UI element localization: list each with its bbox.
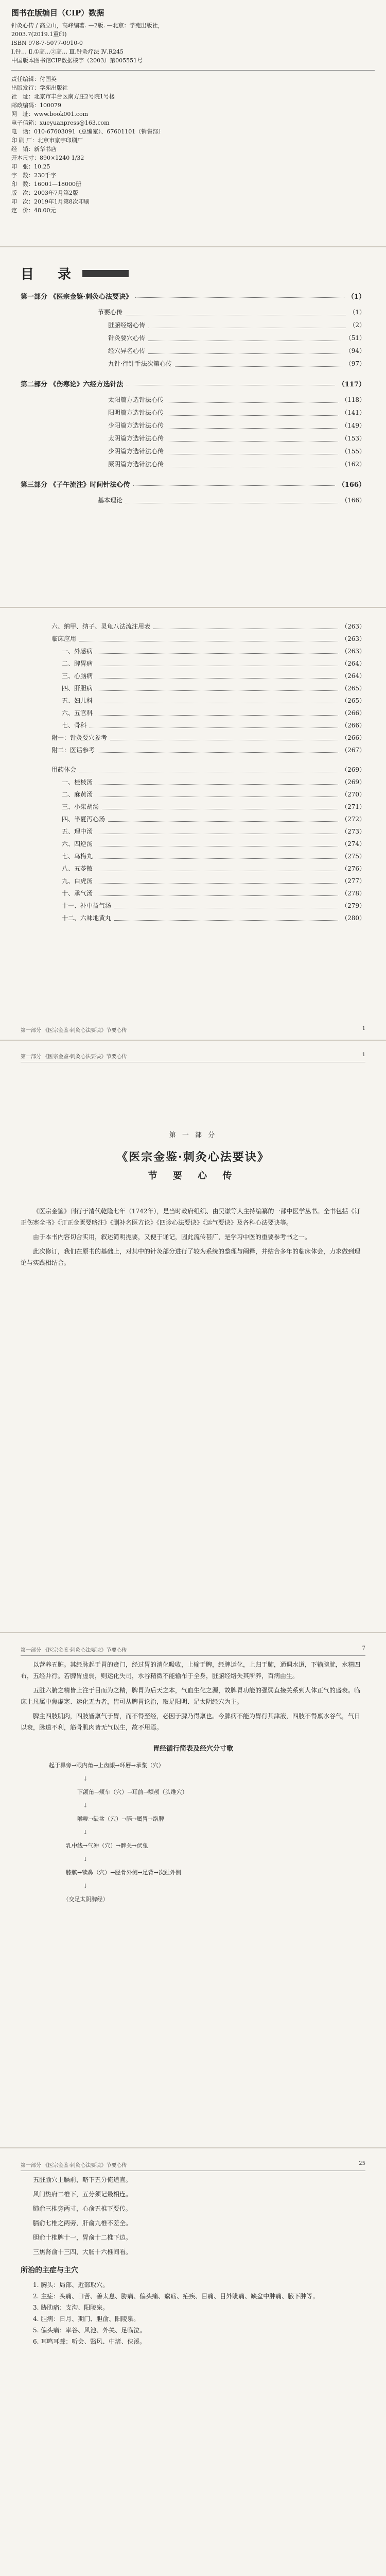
toc-page-number: （272） bbox=[341, 816, 365, 823]
dot-leader bbox=[167, 445, 338, 454]
toc-entry bbox=[62, 912, 365, 924]
toc-part-title: 第二部分 《伤寒论》六经方选针法 bbox=[21, 381, 124, 388]
diagram-line: ↓ bbox=[49, 1802, 88, 1809]
meta-line: 社 址：北京市丰台区南方庄2号院1号楼 bbox=[11, 93, 115, 100]
toc-page-number: （264） bbox=[341, 660, 365, 667]
header-left: 第一部分 《医宗金鉴·刺灸心法要诀》节要心传 bbox=[21, 1648, 127, 1653]
toc-entry-title: 用药体会 bbox=[51, 766, 77, 773]
toc-page-number: （264） bbox=[341, 672, 365, 680]
page-number: 25 bbox=[359, 2161, 365, 2166]
diagram-lines bbox=[49, 1759, 337, 1906]
toc-entry bbox=[108, 458, 365, 471]
toc-page bbox=[0, 247, 386, 608]
toc-page-number: （162） bbox=[341, 461, 365, 468]
toc-page-number: （280） bbox=[341, 914, 365, 922]
toc-list bbox=[21, 291, 365, 507]
toc-entry-title: 七、骨科 bbox=[62, 722, 87, 729]
toc-part-title: 第一部分 《医宗金鉴·刺灸心法要诀》 bbox=[21, 293, 133, 301]
toc-entry-title: 一、桂枝汤 bbox=[62, 778, 93, 786]
toc-entry-title: 临床应用 bbox=[51, 635, 77, 642]
toc-entry bbox=[62, 900, 365, 912]
toc-entry-title: 太阴篇方选针法心传 bbox=[108, 435, 164, 442]
toc-part bbox=[21, 291, 365, 301]
toc-page-number: （265） bbox=[341, 685, 365, 692]
dot-leader bbox=[110, 732, 338, 740]
toc-entry bbox=[51, 744, 365, 756]
part-one-page bbox=[0, 1041, 386, 1633]
meta-line: 印 张：10.25 bbox=[11, 163, 50, 170]
toc-entry bbox=[62, 875, 365, 887]
toc-entry bbox=[62, 801, 365, 813]
meta-line: 印 次：2019年1月第8次印刷 bbox=[11, 198, 90, 205]
section-title: 所治的主症与主穴 bbox=[21, 2266, 78, 2275]
diagram-line: 下颌角→颊车（穴）→耳前→额颅（头维穴） bbox=[49, 1789, 188, 1795]
toc-entry bbox=[98, 494, 365, 507]
toc-page-number: （166） bbox=[341, 497, 365, 504]
list-item: 3. 胁肋痛：支沟、阳陵泉。 bbox=[33, 2304, 109, 2311]
toc-entry-title: 六、四逆汤 bbox=[62, 840, 93, 848]
toc-entry bbox=[62, 670, 365, 682]
list-item: 1. 胸头：局部、近部取穴。 bbox=[33, 2281, 109, 2289]
diagram-line: 起于鼻旁→眼内角→上齿龈→环唇→承浆（穴） bbox=[49, 1762, 164, 1769]
dot-leader bbox=[167, 419, 338, 429]
toc-page-number: （149） bbox=[341, 422, 365, 429]
verse-line: 五脏腧穴上膈前，略下五分俺道直。 bbox=[33, 2176, 132, 2183]
toc-page-number: （275） bbox=[341, 853, 365, 860]
toc-entry bbox=[108, 358, 365, 370]
page-footer bbox=[21, 1026, 365, 1033]
meta-line: 定 价：48.00元 bbox=[11, 207, 56, 214]
toc-entry bbox=[51, 620, 365, 633]
dot-leader bbox=[167, 394, 338, 403]
toc-entry bbox=[62, 850, 365, 862]
toc-entry-title: 经穴异名心传 bbox=[108, 347, 146, 354]
toc-entry-title: 四、半夏泻心汤 bbox=[62, 816, 106, 823]
toc-entry-title: 十二、六味地黄丸 bbox=[62, 914, 112, 922]
page-number: 1 bbox=[362, 1052, 365, 1058]
toc-heading bbox=[21, 264, 365, 283]
dot-leader bbox=[102, 801, 338, 809]
meta-line: 责任编辑：付国英 bbox=[11, 76, 57, 82]
group-spacer bbox=[21, 756, 365, 764]
dot-leader bbox=[79, 764, 338, 772]
toc-entry bbox=[108, 406, 365, 419]
toc-part bbox=[21, 379, 365, 388]
dot-leader bbox=[96, 825, 338, 834]
cip-title: 图书在版编目（CIP）数据 bbox=[11, 8, 104, 18]
toc-entry bbox=[62, 887, 365, 900]
toc-page-number: （1） bbox=[347, 293, 365, 301]
dot-leader bbox=[167, 458, 338, 467]
verse-line: 三焦肾俞十三四，大肠十六椎间看。 bbox=[33, 2248, 132, 2256]
verse-line: 肺俞三椎旁两寸，心俞五椎下要传。 bbox=[33, 2205, 132, 2212]
meta-line: 经 销：新华书店 bbox=[11, 146, 57, 152]
cip-line: 2003.7(2019.1重印) bbox=[11, 31, 67, 38]
toc-page-number: （274） bbox=[341, 840, 365, 848]
toc-page-number: （266） bbox=[341, 722, 365, 729]
toc-entry-title: 三、心脑病 bbox=[62, 672, 93, 680]
dot-leader bbox=[96, 645, 338, 654]
diagram-title: 胃经循行简表及经穴分寸歌 bbox=[152, 1745, 233, 1753]
toc-entry-title: 六、纳甲、纳子、灵龟八法流注用表 bbox=[51, 623, 151, 630]
dot-leader bbox=[108, 813, 338, 822]
toc-page-number: （94） bbox=[345, 347, 365, 354]
dot-leader bbox=[96, 707, 338, 716]
header-left: 第一部分 《医宗金鉴·刺灸心法要诀》节要心传 bbox=[21, 2163, 127, 2168]
meta-line: 印 数：16001—18000册 bbox=[11, 181, 81, 188]
meridian-diagram bbox=[49, 1742, 337, 1906]
toc-entry-title: 八、五苓散 bbox=[62, 865, 93, 872]
dot-leader bbox=[114, 912, 338, 921]
toc-page-number: （97） bbox=[345, 360, 365, 367]
toc-entry bbox=[62, 694, 365, 707]
dot-leader bbox=[96, 887, 338, 896]
diagram-line: ↓ bbox=[49, 1883, 88, 1889]
toc-entry bbox=[62, 813, 365, 825]
toc-entry bbox=[62, 776, 365, 788]
dot-leader bbox=[96, 862, 338, 871]
cip-line: 中国版本图书馆CIP数据核字（2003）第005551号 bbox=[11, 57, 143, 64]
toc-entry-title: 九针·行针手法次第心传 bbox=[108, 360, 172, 367]
toc-page-number: （263） bbox=[341, 648, 365, 655]
toc-entry-title: 七、乌梅丸 bbox=[62, 853, 93, 860]
paragraph: 此次修订，我们在原书的基础上，对其中的针灸部分进行了较为系统的整理与阐释，并结合多年的临床体会，力求做到理论与实践相结合。 bbox=[21, 1248, 361, 1266]
toc-page-number: （276） bbox=[341, 865, 365, 872]
meta-line: 字 数：230千字 bbox=[11, 172, 56, 179]
toc-entry bbox=[62, 657, 365, 670]
body-page-2 bbox=[0, 2148, 386, 2576]
toc-page-number: （267） bbox=[341, 747, 365, 754]
toc-entry-title: 五、妇儿科 bbox=[62, 697, 93, 704]
dot-leader bbox=[126, 306, 346, 315]
toc-entry-title: 附一：针灸要穴参考 bbox=[51, 734, 108, 741]
part-label: 第 一 部 分 bbox=[169, 1131, 217, 1139]
toc-page-number: （166） bbox=[338, 481, 365, 489]
paragraph: 《医宗金鉴》刊行于清代乾隆七年（1742年），是当时政府组织、由吴谦等人主持编纂的一部中医学丛书。全书包括《订正伤寒全书》《订正金匮要略注》《删补名医方论》《四诊心法要诀》《运气要诀》及各科心法要诀等。 bbox=[21, 1208, 361, 1226]
body-page bbox=[0, 1633, 386, 2148]
page-header bbox=[21, 1646, 365, 1656]
toc-entry bbox=[98, 306, 365, 319]
toc-page-number: （266） bbox=[341, 709, 365, 717]
dot-leader bbox=[96, 850, 338, 859]
list-item: 4. 胆病：日月、期门、胆俞、阳陵泉。 bbox=[33, 2315, 140, 2323]
dot-leader bbox=[96, 788, 338, 797]
meta-line: 电 话：010-67603091（总编室）、67601101（销售部） bbox=[11, 128, 164, 135]
verse-line: 膈俞七椎之两旁，肝俞九椎不差全。 bbox=[33, 2219, 132, 2227]
toc-entry-title: 十一、补中益气汤 bbox=[62, 902, 112, 909]
toc-entry bbox=[62, 719, 365, 732]
toc-entry-title: 六、五官科 bbox=[62, 709, 93, 717]
toc-entry bbox=[51, 732, 365, 744]
toc-entry-title: 五、理中汤 bbox=[62, 828, 93, 835]
dot-leader bbox=[148, 332, 342, 341]
list-item: 5. 偏头痛：率谷、风池、外关、足临泣。 bbox=[33, 2327, 146, 2334]
toc-entry bbox=[108, 319, 365, 332]
verse-lines bbox=[21, 2174, 365, 2258]
diagram-line: ↓ bbox=[49, 1856, 88, 1862]
meta-line: 网 址：www.book001.com bbox=[11, 111, 89, 117]
toc-page-number: （51） bbox=[345, 334, 365, 342]
cip-page bbox=[0, 0, 386, 247]
page-number: 7 bbox=[362, 1646, 365, 1651]
meta-line: 电子信箱：xueyuanpress@163.com bbox=[11, 120, 110, 126]
verse-line: 风门热府二椎下，五分须记最相连。 bbox=[33, 2191, 132, 2198]
toc-page-number: （273） bbox=[341, 828, 365, 835]
dot-leader bbox=[175, 358, 342, 367]
toc-page-number: （118） bbox=[341, 396, 365, 403]
toc-page-number: （1） bbox=[349, 309, 365, 316]
toc-entry-title: 少阳篇方选针法心传 bbox=[108, 422, 164, 429]
dot-leader bbox=[96, 875, 338, 884]
meta-line: 印 刷 厂：北京市京宇印刷厂 bbox=[11, 137, 83, 144]
dot-leader bbox=[167, 432, 338, 442]
list-item: 6. 耳鸣耳聋：听会、翳风、中渚、侠溪。 bbox=[33, 2338, 146, 2345]
heading-bar-decoration bbox=[82, 270, 129, 277]
dot-leader bbox=[96, 670, 338, 679]
toc-heading-text: 目 录 bbox=[21, 267, 77, 282]
paragraph: 脾主四肢肌肉，四肢皆禀气于胃，而不得至经，必因于脾乃得禀也。今脾病不能为胃行其津液，四肢不得禀水谷气，气日以衰，脉道不利，筋骨肌肉皆无气以生，故不用焉。 bbox=[21, 1713, 361, 1731]
toc-page-number: （153） bbox=[341, 435, 365, 442]
dot-leader bbox=[126, 494, 338, 503]
toc-page-number: （269） bbox=[341, 778, 365, 786]
page-header bbox=[21, 1052, 365, 1062]
toc-entry-title: 三、小柴胡汤 bbox=[62, 803, 99, 810]
meta-line: 版 次：2003年7月第2版 bbox=[11, 190, 78, 196]
dot-leader bbox=[135, 291, 344, 298]
toc-page-number: （155） bbox=[341, 448, 365, 455]
dot-leader bbox=[148, 319, 346, 328]
dot-leader bbox=[153, 620, 338, 629]
diagram-line: 喉咙→缺盆（穴）→膈→属胃→络脾 bbox=[49, 1816, 164, 1822]
toc-part-title: 第三部分 《子午流注》时间针法心传 bbox=[21, 481, 130, 489]
publication-meta bbox=[11, 75, 375, 215]
toc-entry bbox=[62, 788, 365, 801]
toc-entry bbox=[62, 825, 365, 838]
toc-page-number: （265） bbox=[341, 697, 365, 704]
footer-left: 第一部分 《医宗金鉴·刺灸心法要诀》节要心传 bbox=[21, 1028, 127, 1033]
part-title: 《医宗金鉴·刺灸心法要诀》 bbox=[116, 1150, 270, 1164]
toc-entry-title: 节要心传 bbox=[98, 309, 123, 316]
toc-entry bbox=[62, 838, 365, 850]
divider bbox=[11, 70, 375, 71]
toc-entry-title: 太阳篇方选针法心传 bbox=[108, 396, 164, 403]
header-left: 第一部分 《医宗金鉴·刺灸心法要诀》节要心传 bbox=[21, 1054, 127, 1060]
dot-leader bbox=[114, 900, 338, 908]
toc-entry-title: 脏腑经络心传 bbox=[108, 321, 146, 329]
cip-line: Ⅰ.针… Ⅱ.①高…②高… Ⅲ.针灸疗法 Ⅳ.R245 bbox=[11, 48, 124, 55]
toc-page-number: （2） bbox=[349, 321, 365, 329]
toc-page-number: （271） bbox=[341, 803, 365, 810]
toc-entry-title: 九、白虎汤 bbox=[62, 877, 93, 885]
toc-page-number: （141） bbox=[341, 409, 365, 416]
toc-entry-title: 四、肝胆病 bbox=[62, 685, 93, 692]
toc-page-number: （279） bbox=[341, 902, 365, 909]
toc-entry bbox=[108, 345, 365, 358]
dot-leader bbox=[98, 744, 338, 753]
meta-line: 开本尺寸：890×1240 1/32 bbox=[11, 155, 84, 161]
dot-leader bbox=[79, 633, 338, 641]
meta-line: 出版发行：学苑出版社 bbox=[11, 84, 68, 91]
toc-entry-title: 二、麻黄汤 bbox=[62, 791, 93, 798]
dot-leader bbox=[96, 776, 338, 785]
page-number: 1 bbox=[362, 1026, 365, 1031]
toc-page-number: （266） bbox=[341, 734, 365, 741]
toc-continued-list bbox=[21, 620, 365, 924]
dot-leader bbox=[96, 657, 338, 666]
part-subtitle: 节 要 心 传 bbox=[148, 1171, 238, 1181]
toc-entry bbox=[62, 682, 365, 694]
dot-leader bbox=[96, 838, 338, 846]
paragraph: 由于本书内容切合实用，叙述简明扼要，又便于诵记，因此流传甚广，是学习中医的重要参考书之一。 bbox=[33, 1233, 311, 1241]
toc-entry-title: 针灸要穴心传 bbox=[108, 334, 146, 342]
toc-page-number: （263） bbox=[341, 623, 365, 630]
toc-entry bbox=[108, 445, 365, 458]
item-list bbox=[21, 2279, 365, 2347]
dot-leader bbox=[127, 379, 335, 385]
diagram-line: 乳中线→气冲（穴）→髀关→伏兔 bbox=[49, 1842, 148, 1849]
diagram-line: （交足太阴脾经） bbox=[49, 1896, 109, 1903]
diagram-line: ↓ bbox=[49, 1775, 88, 1782]
paragraph: 以营养五脏。其经脉起于胃的贲门，经过胃的消化吸收，上输于脾，经脾运化，上归于肺，通调水道，下输膀胱，水精四布，五经并行。若脾胃虚弱，则运化失司，水谷精微不能输布于全身，脏腑经络失其所养，百病由生。 bbox=[21, 1661, 361, 1680]
toc-entry bbox=[51, 633, 365, 645]
toc-entry bbox=[108, 394, 365, 406]
toc-entry bbox=[62, 645, 365, 657]
dot-leader bbox=[96, 694, 338, 703]
toc-page-number: （278） bbox=[341, 890, 365, 897]
toc-entry-title: 一、外感病 bbox=[62, 648, 93, 655]
diagram-line: 膝膑→犊鼻（穴）→胫骨外侧→足背→次趾外侧 bbox=[49, 1869, 181, 1876]
toc-entry bbox=[51, 764, 365, 776]
toc-page-number: （277） bbox=[341, 877, 365, 885]
toc-entry bbox=[108, 332, 365, 345]
toc-entry-title: 十、承气汤 bbox=[62, 890, 93, 897]
toc-continued-page bbox=[0, 608, 386, 1041]
toc-entry-title: 阳明篇方选针法心传 bbox=[108, 409, 164, 416]
dot-leader bbox=[90, 719, 338, 728]
toc-entry-title: 厥阴篇方选针法心传 bbox=[108, 461, 164, 468]
toc-page-number: （270） bbox=[341, 791, 365, 798]
dot-leader bbox=[96, 682, 338, 691]
cip-line: 针灸心传 / 高立山，高峰编著. —2版. —北京：学苑出版社， bbox=[11, 22, 164, 29]
toc-entry-title: 二、脾胃病 bbox=[62, 660, 93, 667]
toc-page-number: （263） bbox=[341, 635, 365, 642]
list-item: 2. 主症：头痛、口苦、善太息、胁痛、偏头痛、瘰疬、疟疾、目痛、目外眦痛、缺盆中肿痛、腋下肿等。 bbox=[33, 2293, 319, 2300]
paragraph: 五脏六腑之精皆上注于目而为之精，脾胃为后天之本，气血生化之源，故脾胃功能的强弱直接关系到人体正气的盛衰。临床上凡属中焦虚寒、运化无力者，皆可从脾胃论治，取足阳明、足太阴经穴为主。 bbox=[21, 1687, 361, 1705]
dot-leader bbox=[133, 479, 335, 486]
toc-page-number: （269） bbox=[341, 766, 365, 773]
toc-entry bbox=[108, 419, 365, 432]
meta-line: 邮政编码：100079 bbox=[11, 102, 61, 109]
toc-entry bbox=[62, 707, 365, 719]
dot-leader bbox=[148, 345, 342, 354]
toc-entry-title: 少阴篇方选针法心传 bbox=[108, 448, 164, 455]
toc-entry bbox=[108, 432, 365, 445]
dot-leader bbox=[167, 406, 338, 416]
toc-part bbox=[21, 479, 365, 489]
toc-entry bbox=[62, 862, 365, 875]
cip-line: ISBN 978-7-5077-0910-0 bbox=[11, 40, 83, 46]
diagram-line: ↓ bbox=[49, 1829, 88, 1836]
toc-entry-title: 附二：医话参考 bbox=[51, 747, 95, 754]
toc-entry-title: 基本理论 bbox=[98, 497, 123, 504]
page-header bbox=[21, 2161, 365, 2171]
verse-line: 胆俞十椎脾十一，胃俞十二椎下边。 bbox=[33, 2234, 132, 2241]
toc-page-number: （117） bbox=[338, 381, 365, 388]
